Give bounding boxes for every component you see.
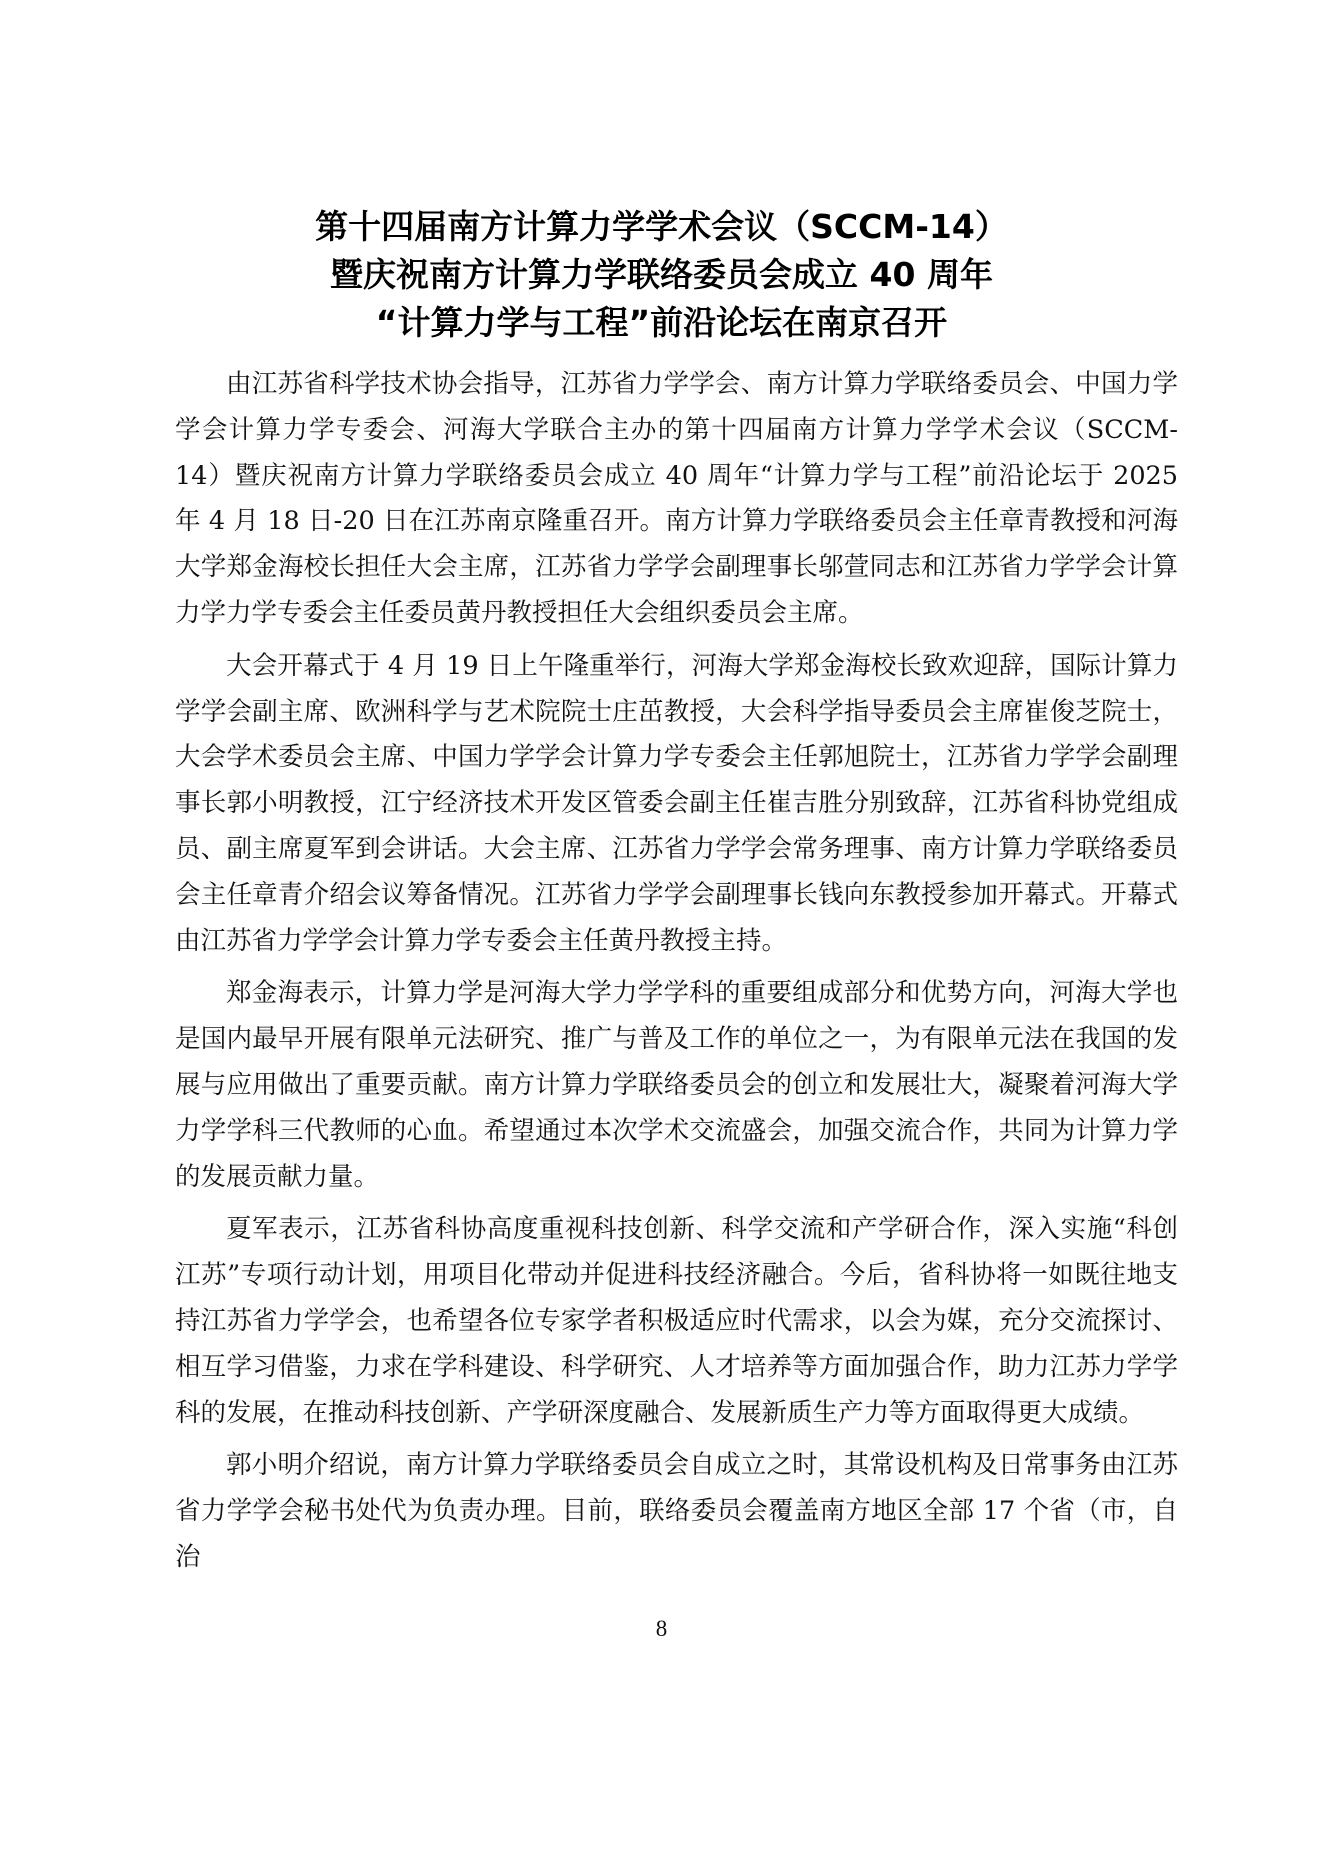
paragraph-1: 由江苏省科学技术协会指导，江苏省力学学会、南方计算力学联络委员会、中国力学学会计算力学专委会、河海大学联合主办的第十四届南方计算力学学术会议（SCCM-14）暨庆祝南方计算力学联络委员会成立 40 周年“计算力学与工程”前沿论坛于 2025 年 4 月 18 日-20 日在江苏南京隆重召开。南方计算力学联络委员会主任章青教授和河海大学郑金海校长担任大会主席，江苏省力学学会副理事长邬萱同志和江苏省力学学会计算力学力学专委会主任委员黄丹教授担任大会组织委员会主席。 (175, 369, 1178, 628)
article-title-line-1: 第十四届南方计算力学学术会议（SCCM-14） (315, 207, 1008, 246)
page-number: 8 (655, 1616, 668, 1641)
paragraph-4: 夏军表示，江苏省科协高度重视科技创新、科学交流和产学研合作，深入实施“科创江苏”专项行动计划，用项目化带动并促进科技经济融合。今后，省科协将一如既往地支持江苏省力学学会，也希望各位专家学者积极适应时代需求，以会为媒，充分交流探讨、相互学习借鉴，力求在学科建设、科学研究、人才培养等方面加强合作，助力江苏力学学科的发展，在推动科技创新、产学研深度融合、发展新质生产力等方面取得更大成绩。 (175, 1214, 1178, 1428)
article-title (160, 203, 1163, 347)
paragraph-5: 郭小明介绍说，南方计算力学联络委员会自成立之时，其常设机构及日常事务由江苏省力学学会秘书处代为负责办理。目前，联络委员会覆盖南方地区全部 17 个省（市，自治 (175, 1450, 1178, 1572)
article-title-line-2: 暨庆祝南方计算力学联络委员会成立 40 周年 (330, 255, 993, 294)
article-title-line-3: “计算力学与工程”前沿论坛在南京召开 (375, 303, 948, 342)
paragraph-3: 郑金海表示，计算力学是河海大学力学学科的重要组成部分和优势方向，河海大学也是国内最早开展有限单元法研究、推广与普及工作的单位之一，为有限单元法在我国的发展与应用做出了重要贡献。南方计算力学联络委员会的创立和发展壮大，凝聚着河海大学力学学科三代教师的心血。希望通过本次学术交流盛会，加强交流合作，共同为计算力学的发展贡献力量。 (175, 978, 1178, 1192)
paragraph-2: 大会开幕式于 4 月 19 日上午隆重举行，河海大学郑金海校长致欢迎辞，国际计算力学学会副主席、欧洲科学与艺术院院士庄茁教授，大会科学指导委员会主席崔俊芝院士，大会学术委员会主席、中国力学学会计算力学专委会主任郭旭院士，江苏省力学学会副理事长郭小明教授，江宁经济技术开发区管委会副主任崔吉胜分别致辞，江苏省科协党组成员、副主席夏军到会讲话。大会主席、江苏省力学学会常务理事、南方计算力学联络委员会主任章青介绍会议筹备情况。江苏省力学学会副理事长钱向东教授参加开幕式。开幕式由江苏省力学学会计算力学专委会主任黄丹教授主持。 (175, 650, 1178, 956)
article-body (175, 362, 1178, 1588)
